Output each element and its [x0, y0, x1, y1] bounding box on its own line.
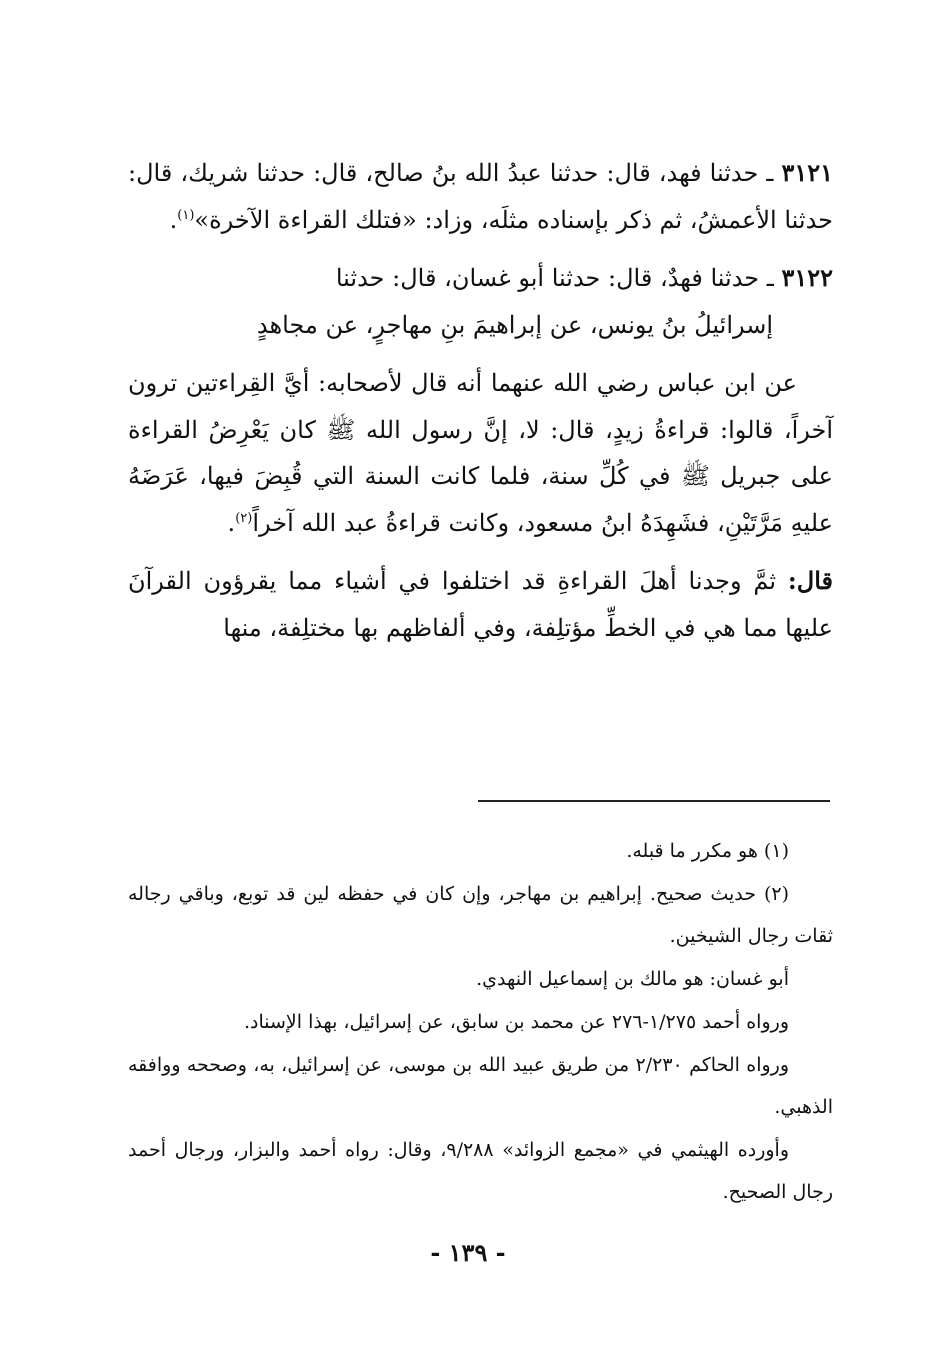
hadith-text: ـ حدثنا فهدٌ، قال: حدثنا أبو غسان، قال: حدثنا	[335, 264, 782, 292]
footnotes	[128, 830, 833, 1214]
sentence-end: .	[169, 205, 178, 234]
paragraph-text: عن ابن عباس رضي الله عنهما أنه قال لأصحابه: أيَّ القِراءتين ترون آخراً، قالوا: قراءةُ زيدٍ، قال: لا، إنَّ رسول الله ﷺ كان يَعْرِضُ القراءة على جبريل ﷺ في كُلِّ سنة، فلما كانت السنة التي قُبِضَ فيها، عَرَضَهُ عليهِ مَرَّتَيْنِ، فشَهِدَهُ ابنُ مسعود، وكانت قراءةُ عبد الله آخراً	[128, 369, 833, 537]
footnote-ref: (١)	[177, 207, 195, 223]
hadith-number: ٣١٢١	[781, 158, 833, 187]
page-number: - ١٣٩ -	[430, 1238, 506, 1267]
hadith-text: ـ حدثنا فهد، قال: حدثنا عبدُ الله بنُ صالح، قال: حدثنا شريك، قال: حدثنا الأعمشُ، ثم ذكر بإسناده مثلَه، وزاد: «فتلك القراءة الآخرة»	[128, 159, 833, 234]
footnote-2: (٢) حديث صحيح. إبراهيم بن مهاجر، وإن كان في حفظه لين قد توبع، وباقي رجاله ثقات رجال الشيخين.	[128, 883, 833, 947]
ibn-abbas-paragraph	[128, 360, 833, 546]
hadith-chain: إسرائيلُ بنُ يونس، عن إبراهيمَ بنِ مهاجرٍ، عن مجاهدٍ	[256, 310, 773, 339]
hadith-3122	[128, 255, 833, 348]
footnote-2-haythami: وأورده الهيثمي في «مجمع الزوائد» ٩/٢٨٨، وقال: رواه أحمد والبزار، ورجال أحمد رجال الصحيح.	[128, 1139, 833, 1203]
commentary-lead: قال:	[787, 566, 833, 595]
commentary-paragraph	[128, 558, 833, 651]
footnote-divider	[478, 800, 830, 802]
main-text	[128, 150, 833, 651]
commentary-text: ثمَّ وجدنا أهلَ القراءةِ قد اختلفوا في أشياء مما يقرؤون القرآنَ عليها مما هي في الخطِّ مؤتلِفة، وفي ألفاظهم بها مختلِفة، منها	[128, 567, 833, 642]
footnote-2-abu-ghassan: أبو غسان: هو مالك بن إسماعيل النهدي.	[476, 968, 789, 990]
footnote-2-hakim: ورواه الحاكم ٢/٢٣٠ من طريق عبيد الله بن موسى، عن إسرائيل، به، وصححه ووافقه الذهبي.	[128, 1054, 833, 1118]
footnote-2-ahmad: ورواه أحمد ١/٢٧٥-٢٧٦ عن محمد بن سابق، عن إسرائيل، بهذا الإسناد.	[243, 1011, 789, 1033]
sentence-end: .	[227, 508, 236, 537]
footnote-ref: (٢)	[235, 510, 253, 526]
hadith-number: ٣١٢٢	[781, 263, 833, 292]
footnote-1: (١) هو مكرر ما قبله.	[626, 840, 789, 862]
hadith-3121	[128, 150, 833, 243]
